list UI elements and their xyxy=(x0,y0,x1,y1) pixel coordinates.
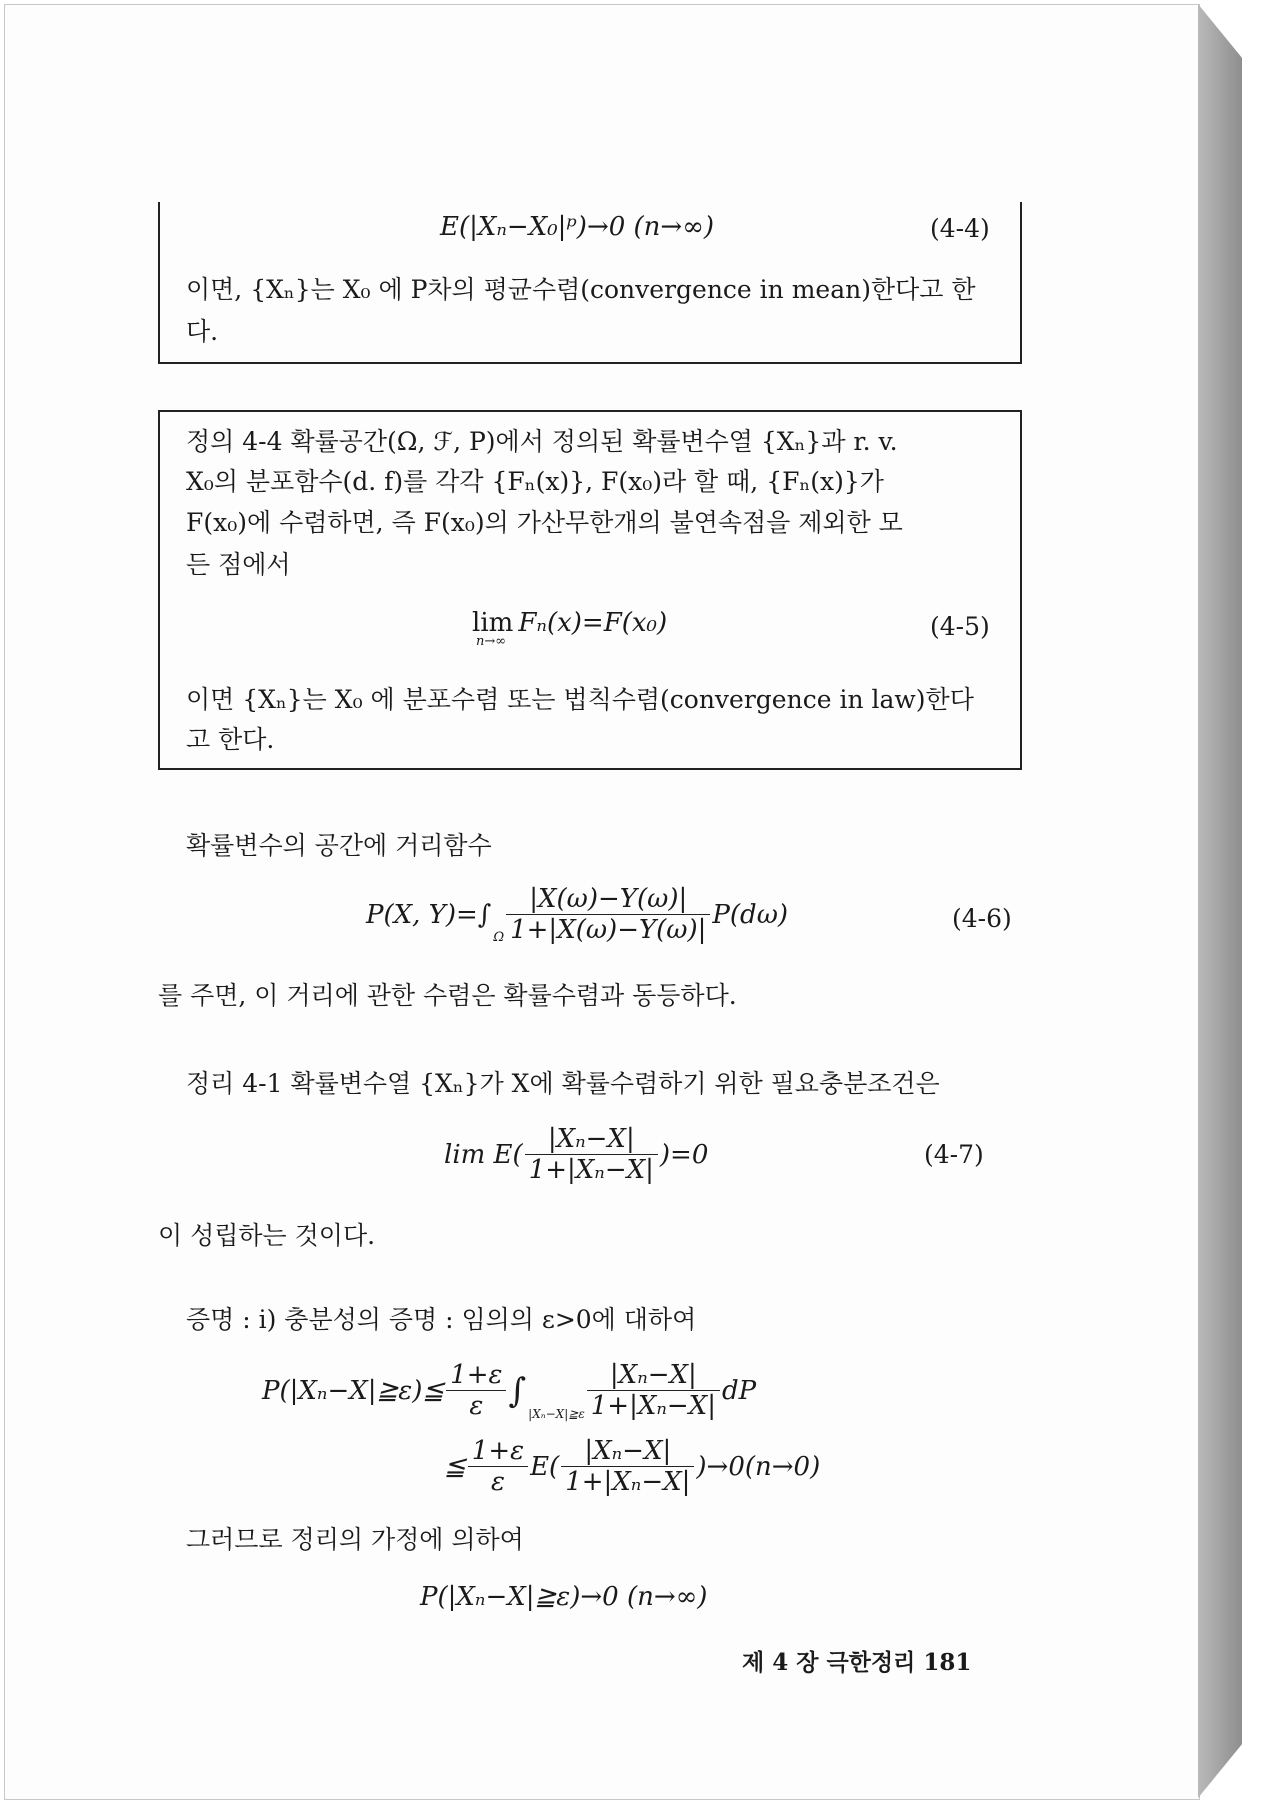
denominator: 1+|X(ω)−Y(ω)| xyxy=(510,915,707,945)
text-line: X₀의 분포함수(d. f)를 각각 {Fₙ(x)}, F(x₀)라 할 때, {Fₙ(x)}가 xyxy=(186,467,884,496)
integral-subscript: |Xₙ−X|≧ε xyxy=(528,1407,585,1421)
fraction xyxy=(506,884,710,945)
text-line: 다. xyxy=(186,317,219,346)
equation-number: (4-7) xyxy=(924,1140,984,1169)
ineq-mid: E( xyxy=(530,1451,560,1482)
numerator: |X(ω)−Y(ω)| xyxy=(506,884,710,915)
fraction xyxy=(525,1124,658,1185)
coefficient-fraction xyxy=(446,1360,506,1421)
denominator: 1+|Xₙ−X| xyxy=(565,1467,691,1497)
paragraph: 를 주면, 이 거리에 관한 수렴은 확률수렴과 동등하다. xyxy=(158,981,737,1010)
eq-rhs: P(dω) xyxy=(712,899,789,930)
text-line: F(x₀)에 수렴하면, 즉 F(x₀)의 가산무한개의 불연속점을 제외한 모 xyxy=(186,508,903,537)
inequality-1 xyxy=(262,1360,756,1421)
integral-sign: ∫ xyxy=(508,1370,527,1411)
page-edge-shadow xyxy=(1198,4,1242,1798)
equation-number: (4-5) xyxy=(930,612,990,641)
paragraph: 그러므로 정리의 가정에 의하여 xyxy=(186,1525,524,1554)
theorem-4-1: 정리 4-1 확률변수열 {Xₙ}가 X에 확률수렴하기 위한 필요충분조건은 xyxy=(186,1069,940,1098)
equation-body: Fₙ(x)=F(x₀) xyxy=(518,608,668,638)
ineq-rhs: dP xyxy=(721,1375,757,1406)
text-line: 이면, {Xₙ}는 X₀ 에 P차의 평균수렴(convergence in mean)한다고 한 xyxy=(186,275,976,304)
numerator: |Xₙ−X| xyxy=(587,1360,720,1391)
equation-number: (4-6) xyxy=(952,904,1012,933)
text-line: 이면 {Xₙ}는 X₀ 에 분포수렴 또는 법칙수렴(convergence in law)한다 xyxy=(186,685,974,714)
equation-number: (4-4) xyxy=(930,214,990,243)
paragraph: 확률변수의 공간에 거리함수 xyxy=(186,831,492,860)
paragraph: 이 성립하는 것이다. xyxy=(158,1221,376,1250)
final-equation: P(|Xₙ−X|≧ε)→0 (n→∞) xyxy=(420,1582,708,1612)
lim-operator: lim xyxy=(472,608,514,638)
text-line: 든 점에서 xyxy=(186,550,291,579)
proof-heading: 증명 : i) 충분성의 증명 : 임의의 ε>0에 대하여 xyxy=(186,1305,697,1334)
eq-rhs: )=0 xyxy=(659,1139,709,1170)
definition-title-line: 정의 4-4 확률공간(Ω, ℱ, P)에서 정의된 확률변수열 {Xₙ}과 r. v. xyxy=(186,427,898,456)
denominator: ε xyxy=(469,1391,484,1421)
ineq-rhs: )→0(n→0) xyxy=(696,1451,821,1482)
inequality-2 xyxy=(444,1436,820,1497)
integral-subscript: Ω xyxy=(493,930,505,945)
coefficient-fraction xyxy=(468,1436,528,1497)
denominator: 1+|Xₙ−X| xyxy=(528,1155,654,1185)
numerator: 1+ε xyxy=(446,1360,506,1391)
denominator: ε xyxy=(490,1467,505,1497)
numerator: 1+ε xyxy=(468,1436,528,1467)
equation-4-6 xyxy=(366,884,788,945)
equation-4-5 xyxy=(472,608,667,649)
fraction xyxy=(561,1436,694,1497)
text-line: 고 한다. xyxy=(186,725,275,754)
equation-4-4: E(|Xₙ−X₀|ᵖ)→0 (n→∞) xyxy=(440,212,715,242)
fraction xyxy=(587,1360,720,1421)
ineq-lhs: P(|Xₙ−X|≧ε)≦ xyxy=(262,1375,445,1406)
lim-subscript: n→∞ xyxy=(476,634,507,649)
eq-lhs: lim E( xyxy=(444,1139,523,1170)
numerator: |Xₙ−X| xyxy=(561,1436,694,1467)
page-footer: 제 4 장 극한정리 181 xyxy=(742,1649,972,1676)
numerator: |Xₙ−X| xyxy=(525,1124,658,1155)
denominator: 1+|Xₙ−X| xyxy=(590,1391,716,1421)
equation-4-7 xyxy=(444,1124,708,1185)
eq-lhs: P(X, Y)=∫ xyxy=(366,899,492,930)
ineq-lhs: ≦ xyxy=(444,1451,466,1482)
